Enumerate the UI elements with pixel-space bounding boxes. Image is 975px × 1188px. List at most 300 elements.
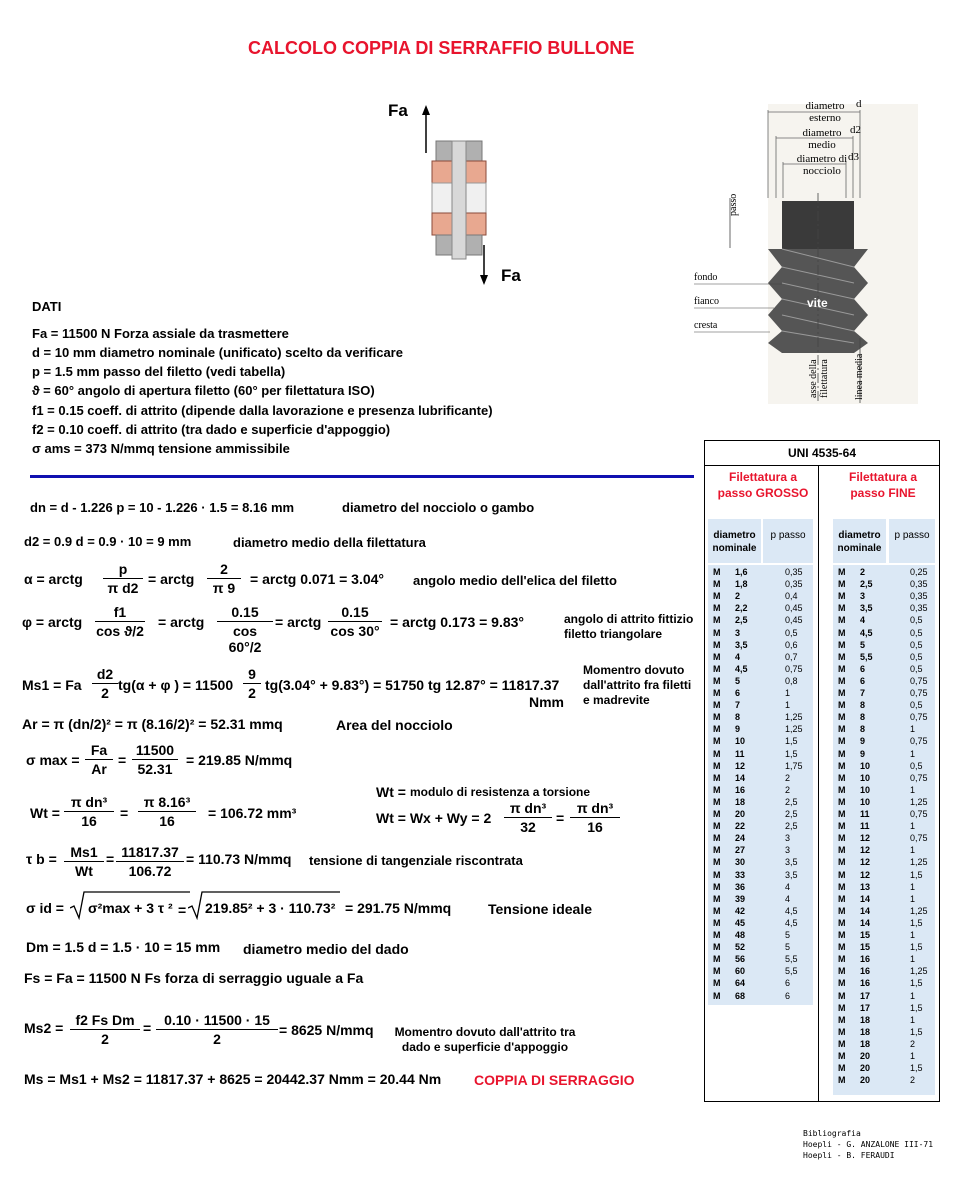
table-row — [713, 797, 813, 809]
frac-den: cos 60°/2 — [228, 623, 262, 655]
ms2-fraction-2 — [156, 1012, 278, 1047]
table-row — [713, 676, 813, 688]
diameter-cell: 2 — [860, 567, 866, 577]
wt-def-fraction-1 — [504, 800, 552, 835]
dati-line: p = 1.5 mm passo del filetto (vedi tabella) — [32, 364, 286, 379]
pitch-cell: 0,75 — [910, 712, 928, 723]
table-row — [838, 918, 933, 930]
table-row — [713, 712, 813, 724]
thread-m-label: M — [838, 990, 846, 1001]
wt-def-lhs: Wt = — [376, 784, 406, 800]
frac-den: 16 — [81, 813, 97, 829]
ms2-rhs: = 8625 N/mmq — [279, 1022, 374, 1038]
thread-m-label: M — [838, 917, 846, 928]
diameter-cell: 11 — [735, 748, 745, 759]
pitch-cell: 1,5 — [785, 748, 798, 759]
table-row — [838, 797, 933, 809]
diameter-cell: 11 — [860, 809, 870, 819]
fine-col-passo: p passo — [894, 530, 930, 541]
diameter-cell: 48 — [735, 930, 746, 940]
diameter-cell: 10 — [860, 784, 871, 795]
diameter-cell: 64 — [735, 978, 746, 989]
alpha-fraction-1 — [103, 561, 143, 596]
diameter-cell: 2,5 — [860, 579, 873, 590]
wt-def-eq: Wt = Wx + Wy = 2 — [376, 810, 492, 826]
label-diametro-nocciolo: diametro di nocciolo — [796, 153, 848, 177]
label-fondo: fondo — [694, 272, 718, 283]
bibliografia-line: Hoepli - B. FERAUDI — [803, 1151, 895, 1160]
thread-m-label: M — [713, 930, 721, 940]
thread-m-label: M — [713, 651, 721, 662]
table-row — [713, 821, 813, 833]
diameter-cell: 15 — [860, 930, 871, 940]
table-row — [713, 978, 813, 990]
diameter-cell: 10 — [860, 772, 871, 783]
table-row — [713, 736, 813, 748]
thread-m-label: M — [838, 821, 846, 832]
thread-m-label: M — [838, 1014, 846, 1025]
label-d3: d3 — [848, 151, 859, 163]
separator-rule — [30, 475, 694, 478]
table-row — [838, 930, 933, 942]
diameter-cell: 24 — [735, 833, 746, 844]
pitch-cell: 1 — [910, 893, 916, 904]
tau-note: tensione di tangenziale riscontrata — [309, 853, 523, 868]
sid-note: Tensione ideale — [488, 901, 592, 917]
diameter-cell: 36 — [735, 881, 746, 892]
thread-m-label: M — [838, 978, 846, 989]
pitch-cell: 1 — [910, 724, 916, 735]
pitch-cell: 4 — [785, 893, 791, 904]
table-row — [838, 1075, 933, 1087]
pitch-cell: 0,75 — [910, 675, 928, 686]
thread-m-label: M — [838, 954, 846, 965]
diameter-cell: 16 — [860, 954, 871, 965]
frac-num: 0.15 — [328, 604, 382, 622]
table-row — [713, 724, 813, 736]
wt-rhs: = 106.72 mm³ — [208, 805, 297, 821]
table-row — [838, 906, 933, 918]
pitch-cell: 0,5 — [910, 639, 923, 650]
ms1-mid: tg(α + φ ) = 11500 — [118, 677, 234, 693]
wt-lhs: Wt = — [30, 805, 60, 821]
table-row — [713, 930, 813, 942]
diameter-cell: 10 — [735, 736, 746, 747]
thread-m-label: M — [713, 845, 721, 856]
table-row — [838, 688, 933, 700]
bibliografia — [803, 1128, 933, 1161]
label-d2: d2 — [850, 124, 861, 136]
diameter-cell: 27 — [735, 845, 746, 856]
wt-fraction-1 — [64, 794, 114, 829]
frac-den: 2 — [248, 685, 256, 701]
pitch-cell: 4,5 — [785, 905, 798, 916]
table-row — [713, 664, 813, 676]
table-row — [838, 894, 933, 906]
thread-m-label: M — [838, 857, 846, 868]
pitch-cell: 1 — [785, 688, 791, 698]
ms2-fraction-1 — [70, 1012, 140, 1047]
table-row — [838, 736, 933, 748]
pitch-cell: 1,5 — [910, 917, 923, 928]
thread-m-label: M — [838, 748, 846, 759]
pitch-cell: 2 — [785, 772, 791, 783]
calc-ar: Ar = π (dn/2)² = π (8.16/2)² = 52.31 mmq — [22, 716, 283, 732]
diameter-cell: 12 — [860, 833, 871, 844]
diameter-cell: 60 — [735, 966, 746, 977]
table-row — [838, 603, 933, 615]
frac-num: π 8.16³ — [138, 794, 196, 812]
thread-m-label: M — [713, 615, 721, 626]
diameter-cell: 20 — [860, 1063, 871, 1074]
pitch-cell: 1,25 — [785, 724, 803, 735]
thread-m-label: M — [713, 869, 721, 880]
grosso-title: Filettatura a passo GROSSO — [717, 470, 809, 500]
table-row — [713, 894, 813, 906]
diameter-cell: 8 — [860, 700, 866, 711]
thread-m-label: M — [713, 627, 721, 638]
table-row — [713, 591, 813, 603]
phi-fraction-1 — [95, 604, 145, 639]
table-row — [838, 749, 933, 761]
table-row — [838, 761, 933, 773]
pitch-cell: 1,75 — [785, 760, 803, 771]
frac-num: f1 — [95, 604, 145, 622]
pitch-cell: 4,5 — [785, 917, 798, 928]
pitch-cell: 5 — [785, 930, 791, 940]
page-title: CALCOLO COPPIA DI SERRAFFIO BULLONE — [248, 38, 635, 58]
thread-m-label: M — [838, 796, 846, 807]
pitch-cell: 0,35 — [910, 591, 928, 602]
table-row — [713, 785, 813, 797]
pitch-cell: 2 — [785, 784, 791, 795]
diameter-cell: 22 — [735, 821, 746, 832]
pitch-cell: 5,5 — [785, 954, 798, 965]
tau-rhs: = 110.73 N/mmq — [186, 851, 292, 867]
table-row — [713, 870, 813, 882]
table-row — [713, 809, 813, 821]
tau-lhs: τ b = — [26, 851, 57, 867]
table-row — [838, 700, 933, 712]
diameter-cell: 18 — [860, 1014, 871, 1025]
pitch-cell: 1 — [910, 990, 916, 1001]
pitch-cell: 0,35 — [785, 579, 803, 590]
diameter-cell: 30 — [735, 857, 746, 868]
frac-num: 11817.37 — [116, 844, 184, 862]
diameter-cell: 11 — [860, 821, 870, 832]
diameter-cell: 68 — [735, 990, 746, 1001]
table-row — [838, 870, 933, 882]
thread-m-label: M — [838, 567, 846, 577]
diameter-cell: 9 — [860, 736, 866, 747]
diameter-cell: 13 — [860, 881, 871, 892]
thread-m-label: M — [838, 1075, 846, 1086]
diameter-cell: 17 — [860, 990, 871, 1001]
table-row — [713, 966, 813, 978]
diameter-cell: 5 — [860, 639, 866, 650]
table-row — [838, 821, 933, 833]
thread-m-label: M — [713, 772, 721, 783]
phi-fraction-2 — [217, 604, 273, 655]
pitch-cell: 0,75 — [910, 736, 928, 747]
table-row — [838, 1063, 933, 1075]
table-row — [838, 991, 933, 1003]
diameter-cell: 4 — [860, 615, 866, 626]
diameter-cell: 18 — [860, 1038, 871, 1049]
thread-m-label: M — [713, 905, 721, 916]
thread-m-label: M — [713, 821, 721, 832]
diameter-cell: 20 — [735, 809, 746, 819]
thread-m-label: M — [838, 639, 846, 650]
frac-num: 0.15 — [217, 604, 273, 622]
force-label-bottom: Fa — [501, 266, 521, 285]
fine-col-diam: diametro nominale — [837, 530, 882, 554]
frac-den: Wt — [75, 863, 93, 879]
table-row — [838, 724, 933, 736]
thread-m-label: M — [713, 760, 721, 771]
label-vite: vite — [807, 296, 828, 310]
table-row — [713, 942, 813, 954]
pitch-cell: 1 — [910, 954, 916, 965]
alpha-mid: = arctg — [148, 571, 195, 587]
tau-eq: = — [106, 851, 115, 867]
frac-den: cos 30° — [330, 623, 380, 639]
thread-m-label: M — [838, 1051, 846, 1061]
diameter-cell: 10 — [860, 796, 871, 807]
bolt-diagram — [380, 95, 540, 290]
sid-root2: 219.85² + 3 · 110.73² — [205, 900, 336, 916]
label-cresta: cresta — [694, 320, 718, 331]
frac-num: Fa — [85, 742, 113, 760]
phi-rhs: = arctg 0.173 = 9.83° — [390, 614, 525, 630]
calc-ms: Ms = Ms1 + Ms2 = 11817.37 + 8625 = 20442.37 Nmm = 20.44 Nm — [24, 1071, 442, 1087]
smax-lhs: σ max = — [26, 752, 80, 768]
diameter-cell: 16 — [735, 784, 746, 795]
diameter-cell: 4,5 — [735, 663, 748, 674]
thread-m-label: M — [713, 833, 721, 844]
pitch-cell: 1,25 — [910, 796, 928, 807]
diameter-cell: 14 — [860, 905, 871, 916]
bibliografia-title: Bibliografia — [803, 1129, 861, 1138]
sid-eq: = — [178, 902, 187, 918]
pitch-cell: 1 — [910, 845, 916, 856]
frac-num: 9 — [243, 666, 261, 684]
alpha-fraction-2 — [207, 561, 241, 596]
pitch-cell: 0,45 — [785, 615, 803, 626]
calc-fs: Fs = Fa = 11500 N Fs forza di serraggio uguale a Fa — [24, 970, 364, 986]
calc-d2: d2 = 0.9 d = 0.9 · 10 = 9 mm — [24, 534, 192, 549]
table-row — [713, 882, 813, 894]
diameter-cell: 42 — [735, 905, 746, 916]
phi-mid2: = arctg — [275, 614, 322, 630]
label-diametro-medio: diametro medio — [802, 127, 842, 151]
thread-m-label: M — [713, 591, 721, 602]
pitch-cell: 5,5 — [785, 966, 798, 977]
pitch-cell: 1,25 — [910, 905, 928, 916]
diameter-cell: 3,5 — [735, 639, 748, 650]
uni-table — [704, 440, 940, 1102]
phi-mid: = arctg — [158, 614, 205, 630]
table-row — [838, 628, 933, 640]
diameter-cell: 3 — [860, 591, 866, 602]
alpha-note: angolo medio dell'elica del filetto — [413, 573, 617, 588]
phi-fraction-3 — [328, 604, 382, 639]
diameter-cell: 15 — [860, 942, 871, 953]
grosso-col-diam: diametro nominale — [712, 530, 757, 554]
frac-den: 32 — [520, 819, 536, 835]
ms1-fraction-1 — [92, 666, 118, 701]
table-row — [838, 966, 933, 978]
frac-num: π dn³ — [64, 794, 114, 812]
diameter-cell: 12 — [735, 760, 746, 771]
thread-m-label: M — [713, 784, 721, 795]
diameter-cell: 12 — [860, 869, 871, 880]
diameter-cell: 5,5 — [860, 651, 873, 662]
thread-m-label: M — [713, 603, 721, 614]
thread-m-label: M — [838, 893, 846, 904]
table-row — [713, 579, 813, 591]
dati-line: ϑ = 60° angolo di apertura filetto (60° per filettatura ISO) — [32, 383, 375, 398]
table-row — [713, 991, 813, 1003]
pitch-cell: 6 — [785, 990, 791, 1001]
sid-root1: σ²max + 3 τ ² — [88, 900, 173, 916]
bolt-drawing — [380, 95, 540, 290]
force-label-top: Fa — [388, 101, 408, 120]
pitch-cell: 0,75 — [910, 772, 928, 783]
diameter-cell: 1,6 — [735, 567, 748, 577]
thread-m-label: M — [838, 845, 846, 856]
frac-num: 11500 — [132, 742, 178, 760]
table-row — [838, 845, 933, 857]
pitch-cell: 0,5 — [910, 700, 923, 711]
diameter-cell: 52 — [735, 942, 746, 953]
ms1-lhs: Ms1 = Fa — [22, 677, 82, 693]
thread-m-label: M — [713, 857, 721, 868]
frac-den: π d2 — [107, 580, 139, 596]
table-row — [838, 882, 933, 894]
coppia-label: COPPIA DI SERRAGGIO — [474, 1072, 635, 1088]
pitch-cell: 0,35 — [910, 579, 928, 590]
thread-m-label: M — [838, 700, 846, 711]
thread-m-label: M — [713, 639, 721, 650]
pitch-cell: 1,5 — [910, 978, 923, 989]
pitch-cell: 0,75 — [910, 833, 928, 844]
pitch-cell: 3 — [785, 833, 791, 844]
frac-num: Ms1 — [64, 844, 104, 862]
frac-den: cos ϑ/2 — [96, 623, 144, 639]
thread-m-label: M — [838, 688, 846, 698]
thread-m-label: M — [713, 966, 721, 977]
table-row — [713, 615, 813, 627]
pitch-cell: 0,5 — [910, 651, 923, 662]
thread-m-label: M — [713, 809, 721, 819]
sid-rhs: = 291.75 N/mmq — [345, 900, 452, 916]
table-row — [838, 640, 933, 652]
thread-m-label: M — [713, 736, 721, 747]
diameter-cell: 20 — [860, 1051, 871, 1061]
pitch-cell: 1,5 — [910, 1002, 923, 1013]
pitch-cell: 1 — [910, 748, 916, 759]
thread-m-label: M — [713, 688, 721, 698]
diameter-cell: 6 — [735, 688, 741, 698]
thread-m-label: M — [713, 881, 721, 892]
thread-m-label: M — [838, 1002, 846, 1013]
thread-m-label: M — [713, 579, 721, 590]
ms1-unit: Nmm — [529, 694, 565, 710]
pitch-cell: 1 — [910, 1051, 916, 1061]
table-row — [838, 567, 933, 579]
frac-num: π dn³ — [570, 800, 620, 818]
frac-den: 2 — [101, 685, 109, 701]
table-row — [838, 954, 933, 966]
grosso-col-passo: p passo — [770, 530, 806, 541]
label-asse: asse della filettatura — [808, 359, 830, 398]
thread-diagram — [690, 98, 920, 428]
thread-m-label: M — [713, 567, 721, 577]
pitch-cell: 3,5 — [785, 869, 798, 880]
table-row — [838, 833, 933, 845]
diameter-cell: 6 — [860, 663, 866, 674]
thread-m-label: M — [713, 700, 721, 711]
frac-num: π dn³ — [504, 800, 552, 818]
table-row — [713, 652, 813, 664]
pitch-cell: 0,45 — [785, 603, 803, 614]
thread-m-label: M — [838, 772, 846, 783]
frac-den: 2 — [101, 1031, 109, 1047]
pitch-cell: 1,5 — [910, 1063, 923, 1074]
calc-dm: Dm = 1.5 d = 1.5 · 10 = 15 mm — [26, 939, 221, 955]
table-row — [838, 579, 933, 591]
thread-m-label: M — [713, 724, 721, 735]
thread-m-label: M — [838, 736, 846, 747]
frac-den: 16 — [159, 813, 175, 829]
dati-line: f1 = 0.15 coeff. di attrito (dipende dalla lavorazione e presenza lubrificante) — [32, 403, 493, 418]
smax-rhs: = 219.85 N/mmq — [186, 752, 293, 768]
diameter-cell: 18 — [860, 1026, 871, 1037]
table-row — [713, 857, 813, 869]
diameter-cell: 6 — [860, 675, 866, 686]
table-row — [713, 845, 813, 857]
thread-m-label: M — [838, 760, 846, 771]
table-row — [713, 954, 813, 966]
pitch-cell: 0,8 — [785, 675, 798, 686]
alpha-lhs: α = arctg — [24, 571, 83, 587]
thread-m-label: M — [713, 978, 721, 989]
thread-m-label: M — [838, 675, 846, 686]
alpha-rhs: = arctg 0.071 = 3.04° — [250, 571, 385, 587]
thread-m-label: M — [838, 627, 846, 638]
pitch-cell: 0,35 — [785, 567, 803, 577]
label-diametro-esterno: diametro esterno — [805, 100, 845, 124]
table-row — [838, 942, 933, 954]
thread-m-label: M — [713, 954, 721, 965]
thread-m-label: M — [838, 724, 846, 735]
pitch-cell: 2,5 — [785, 809, 798, 819]
table-row — [713, 567, 813, 579]
phi-lhs: φ = arctg — [22, 614, 83, 630]
calc-dm-note: diametro medio del dado — [243, 941, 409, 957]
thread-m-label: M — [838, 615, 846, 626]
pitch-cell: 1 — [910, 784, 916, 795]
table-divider — [818, 465, 819, 1101]
dati-header: DATI — [32, 299, 62, 314]
pitch-cell: 2 — [910, 1038, 916, 1049]
diameter-cell: 39 — [735, 893, 746, 904]
diameter-cell: 45 — [735, 917, 746, 928]
pitch-cell: 1,25 — [910, 857, 928, 868]
frac-den: π 9 — [212, 580, 236, 596]
table-row — [713, 773, 813, 785]
